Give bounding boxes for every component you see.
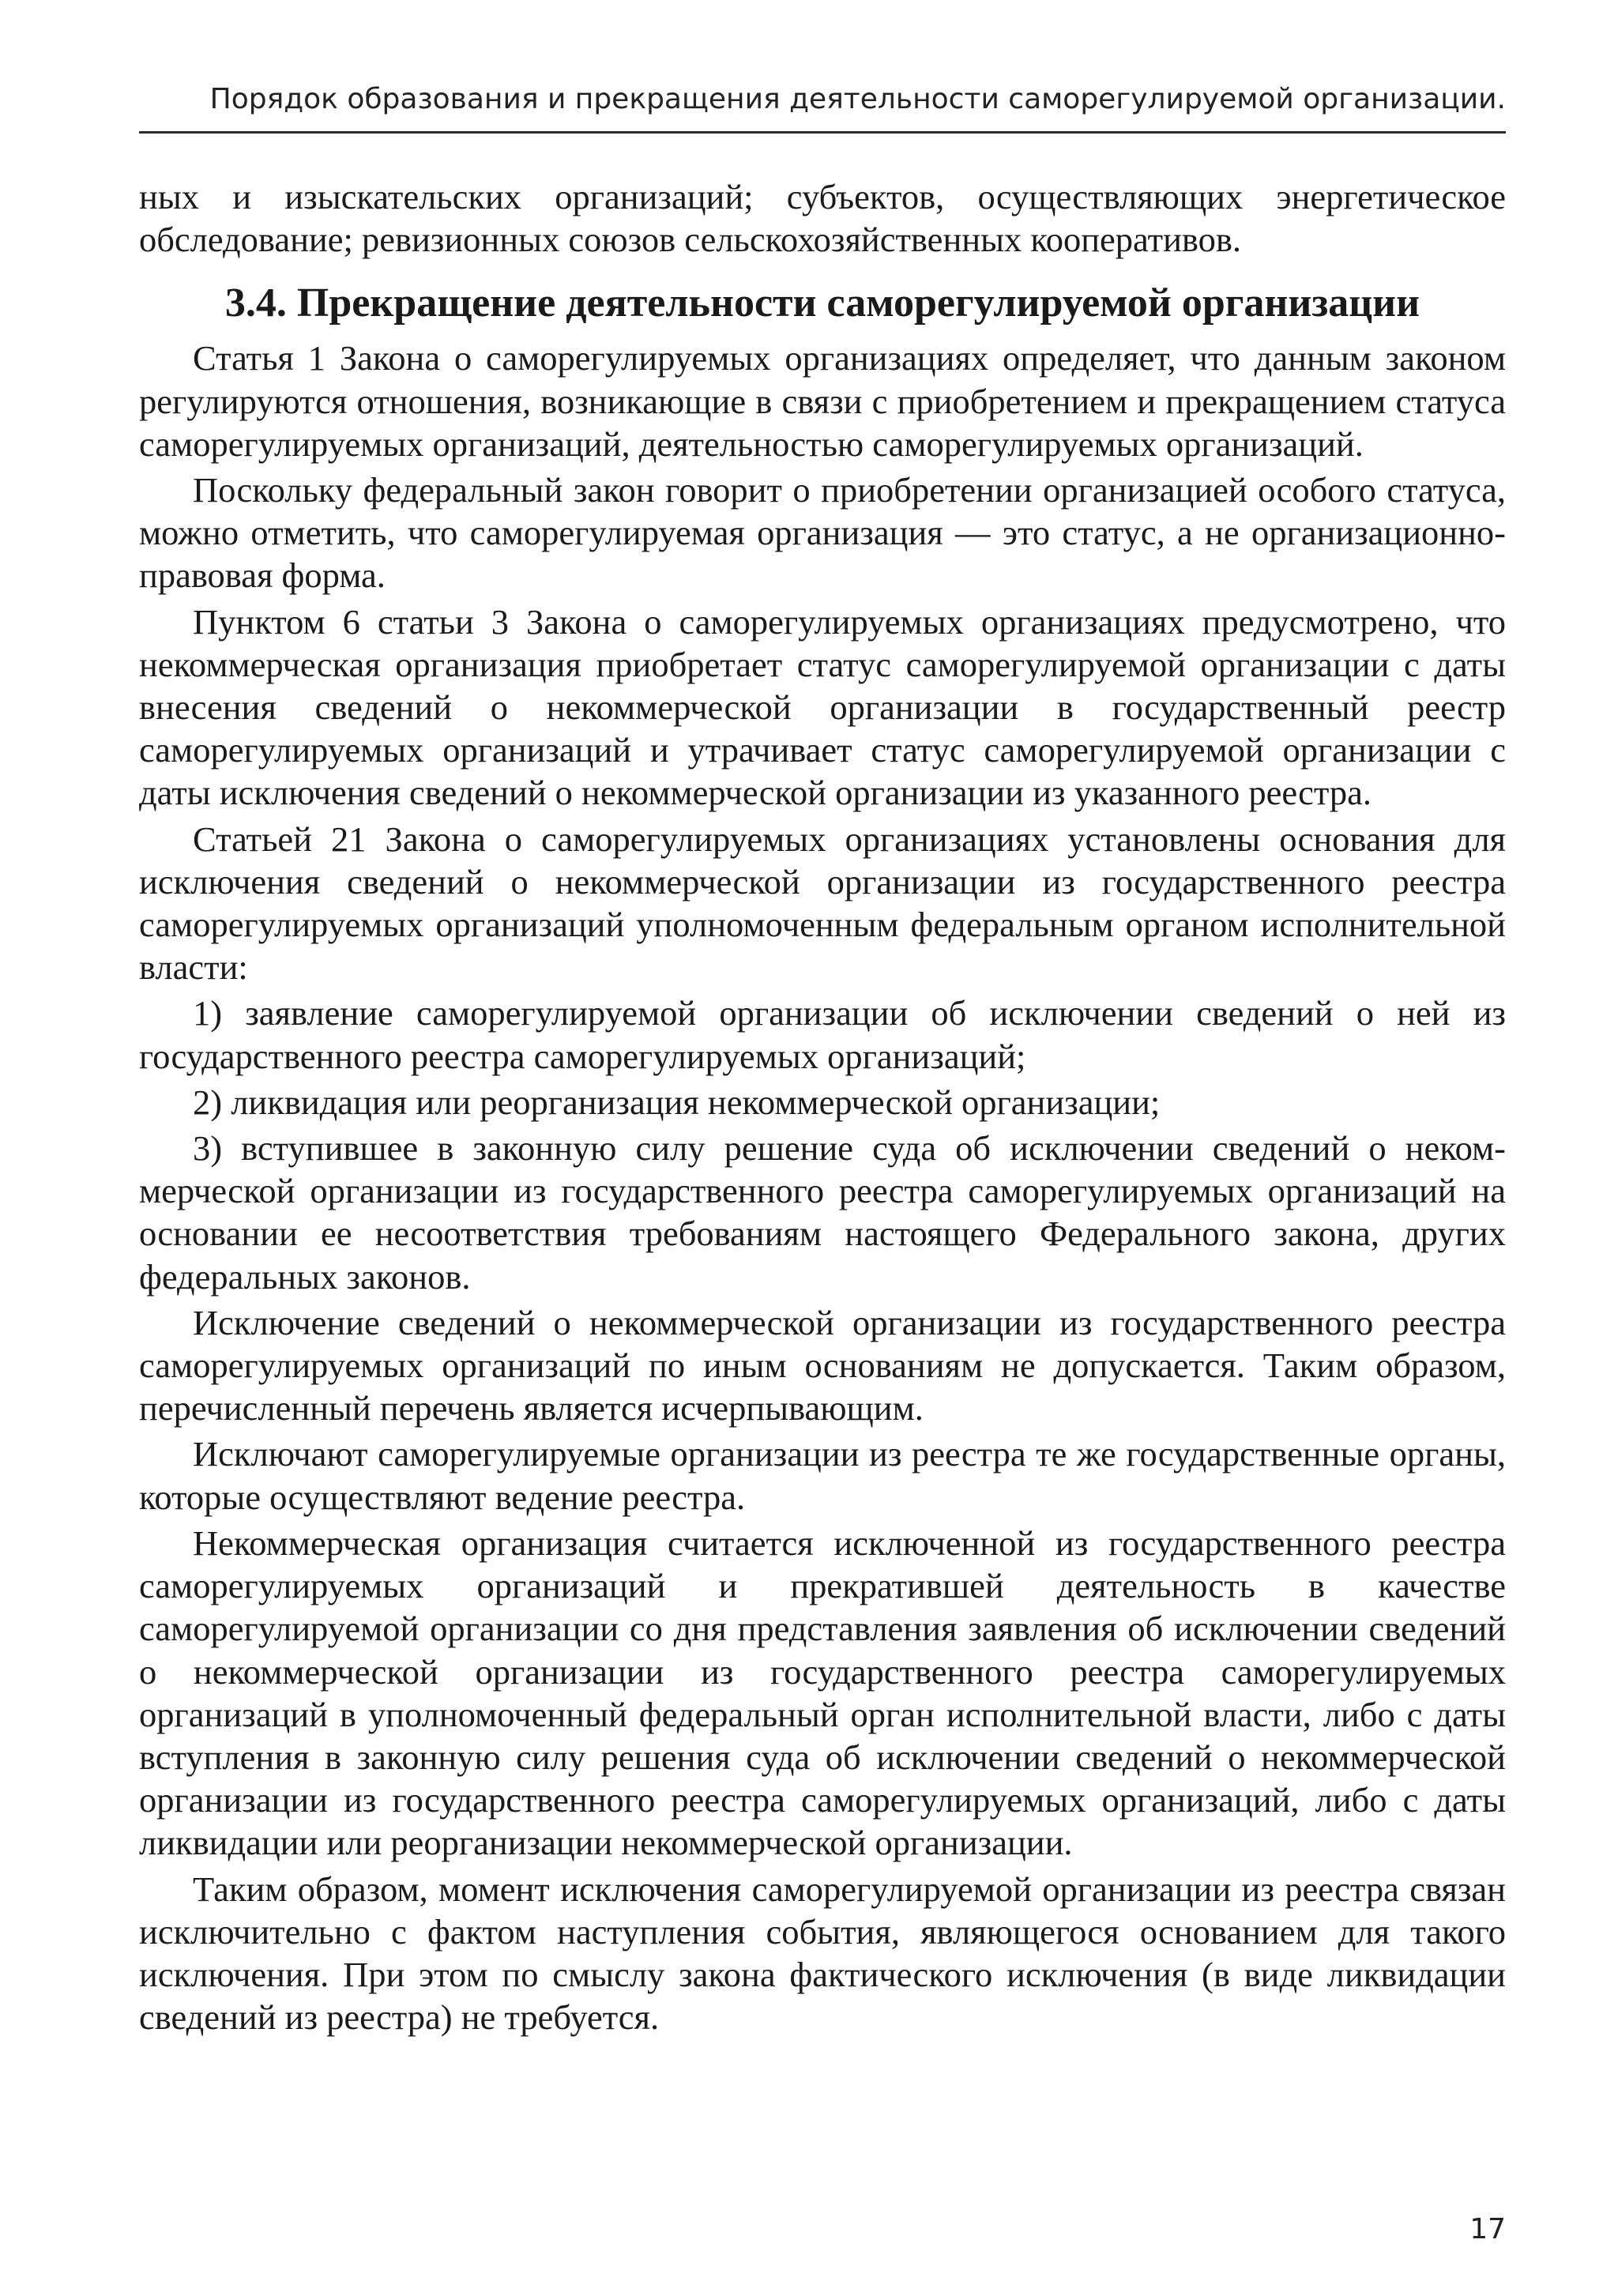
paragraph: Статьей 21 Закона о саморегулируемых организациях установлены основания для исключения сведений о некоммерческой организации из государственного реестра саморегулируемых организаций уполномоченным федеральным органом исполнительной власти: xyxy=(139,819,1506,988)
list-item: 1) заявление саморегулируемой организации об исключении сведений о ней из государственного реестра саморегулируемых организаций; xyxy=(139,993,1506,1076)
paragraph-continuation: ных и изыскательских организаций; субъектов, осуществляющих энергетическое обследование; ревизионных союзов сельскохозяйственных кооперативов. xyxy=(139,177,1506,260)
paragraph: Статья 1 Закона о саморегулируемых организациях определяет, что данным законом регулируются отношения, возникающие в связи с приобретением и прекращением статуса саморегулируемых организаций, деятельностью саморегулируемых организаций. xyxy=(139,338,1506,464)
paragraph: Пунктом 6 статьи 3 Закона о саморегулируемых организациях предусмотрено, что некоммерческая организация приобретает статус саморегулируемой организации с даты внесения сведений о некоммерческой организации в государственный реестр саморегулируемых организаций и утрачивает статус саморегулируемой организации с даты исключения сведений о некоммерческой организации из указанного реестра. xyxy=(139,601,1506,813)
list-item: 3) вступившее в законную силу решение суда об исключении сведений о некоммерческой организации из государственного реестра саморегулируемых организаций на основании ее несоответствия требованиям настоящего Федерального закона, других федеральных законов. xyxy=(139,1128,1506,1297)
running-header: Порядок образования и прекращения деятельности саморегулируемой организации. xyxy=(139,76,1506,134)
page-number: 17 xyxy=(1469,2213,1506,2245)
paragraph: Поскольку федеральный закон говорит о приобретении организацией особого статуса, можно отметить, что саморегулируемая организация — это статус, а не организационно-правовая форма. xyxy=(139,470,1506,596)
paragraph: Исключают саморегулируемые организации из реестра те же государственные органы, которые осуществляют ведение реестра. xyxy=(139,1434,1506,1517)
paragraph: Некоммерческая организация считается исключенной из государственного реестра саморегулируемых организаций и прекратившей деятельность в качестве саморегулируемой организации со дня представления заявления об исключении сведений о некоммерческой организации из государственного реестра саморегулируемых организаций в уполномоченный федеральный орган исполнительной власти, либо с даты вступления в законную силу решения суда об исключении сведений о некоммерческой организации из государственного реестра саморегулируемых организаций, либо с даты ликвидации или реорганизации некоммерческой организации. xyxy=(139,1523,1506,1863)
paragraph: Исключение сведений о некоммерческой организации из государственного реестра саморегулируемых организаций по иным основаниям не допускается. Таким образом, перечисленный перечень является исчерпывающим. xyxy=(139,1302,1506,1428)
document-page xyxy=(139,0,1506,2296)
document-body xyxy=(139,175,1506,2042)
paragraph: Таким образом, момент исключения саморегулируемой организации из реестра связан исключительно с фактом наступления события, являющегося основанием для такого исключения. При этом по смыслу закона фактического исключения (в виде ликвидации сведений из реестра) не требуется. xyxy=(139,1869,1506,2038)
list-item: 2) ликвидация или реорганизация некоммерческой организации; xyxy=(193,1082,1161,1122)
section-heading: 3.4. Прекращение деятельности саморегулируемой организации xyxy=(224,280,1420,326)
